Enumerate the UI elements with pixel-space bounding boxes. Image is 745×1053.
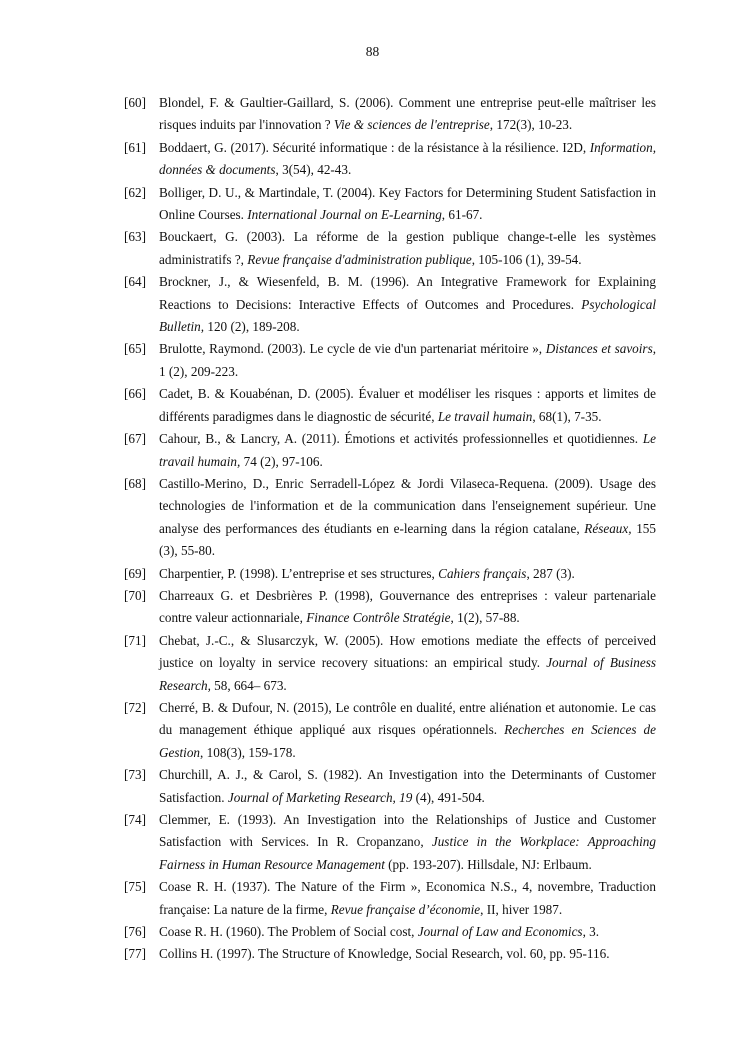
reference-text-segment: Cadet, B. & Kouabénan, D. (2005). Évaluer et modéliser les risques : apports et limites de différents paradigmes dans le diagnostic de sécurité,: [159, 386, 656, 424]
reference-text-segment: , 1 (2), 209-223.: [159, 341, 656, 379]
reference-text-segment: Bolliger, D. U., & Martindale, T. (2004). Key Factors for Determining Student Satisfaction in Online Courses.: [159, 184, 656, 223]
reference-text-segment: 74 (2), 97-106.: [240, 453, 323, 469]
reference-text-segment: Cherré, B. & Dufour, N. (2015), Le contrôle en dualité, entre aliénation et autonomie. Le cas du management éthique appliqué aux risques opérationnels.: [159, 699, 656, 738]
reference-text-segment: , 287 (3).: [526, 565, 575, 581]
reference-text-segment: Collins H. (1997). The Structure of Knowledge, Social Research, vol. 60, pp. 95-116.: [159, 946, 610, 962]
reference-number: [72]: [124, 699, 146, 715]
reference-source-title: Justice in the Workplace: Approaching Fairness in Human Resource Management: [159, 834, 656, 872]
reference-item: [124, 876, 656, 921]
reference-text-segment: Boddaert, G. (2017). Sécurité informatique : de la résistance à la résilience. I2D,: [159, 139, 590, 155]
reference-text: [159, 943, 656, 965]
reference-item: [124, 630, 656, 697]
reference-text: [159, 585, 656, 630]
reference-source-title: Psychological Bulletin,: [159, 296, 656, 335]
reference-text-segment: Charreaux G. et Desbrières P. (1998), Gouvernance des entreprises : valeur partenariale contre valeur actionnariale,: [159, 587, 656, 626]
reference-text-segment: , 172(3), 10-23.: [489, 117, 573, 133]
reference-text-segment: , 105-106 (1), 39-54.: [471, 251, 582, 267]
reference-source-title: Distances et savoirs: [545, 341, 653, 357]
reference-text: [159, 563, 656, 585]
reference-source-title: Réseaux,: [584, 520, 632, 536]
reference-number: [64]: [124, 274, 146, 290]
reference-item: [124, 473, 656, 563]
reference-item: [124, 943, 656, 965]
reference-number: [74]: [124, 812, 146, 827]
reference-number: [69]: [124, 565, 146, 581]
reference-text-segment: Brockner, J., & Wiesenfeld, B. M. (1996). An Integrative Framework for Explaining Reactions to Decisions: Interactive Effects of Outcomes and Procedures.: [159, 274, 656, 312]
reference-text-segment: Blondel, F. & Gaultier-Gaillard, S. (2006). Comment une entreprise peut-elle maîtriser les risques induits par l'innovation ?: [159, 95, 656, 133]
reference-source-title: International Journal on E-Learning: [247, 207, 442, 223]
reference-number: [62]: [124, 184, 146, 200]
reference-text: [159, 137, 656, 182]
reference-number: [71]: [124, 632, 146, 648]
reference-item: [124, 383, 656, 428]
reference-text-segment: Charpentier, P. (1998). L’entreprise et ses structures,: [159, 565, 439, 581]
reference-text: [159, 182, 656, 227]
reference-number: [63]: [124, 229, 146, 245]
reference-text-segment: (pp. 193-207). Hillsdale, NJ: Erlbaum.: [384, 856, 592, 872]
reference-item: [124, 563, 656, 585]
reference-item: [124, 809, 656, 876]
reference-text: [159, 92, 656, 137]
reference-source-title: Vie & sciences de l'entreprise: [333, 117, 490, 133]
reference-text: [159, 630, 656, 697]
reference-text: [159, 876, 656, 921]
reference-source-title: Recherches en Sciences de Gestion: [159, 722, 656, 760]
reference-item: [124, 226, 656, 271]
reference-text-segment: , 3(54), 42-43.: [275, 162, 352, 178]
reference-text: [159, 428, 656, 473]
reference-text-segment: (4), 491-504.: [412, 789, 485, 805]
reference-source-title: Le travail humain,: [159, 431, 656, 469]
reference-text: [159, 271, 656, 338]
reference-source-title: Revue française d’économie: [330, 901, 481, 917]
reference-number: [76]: [124, 924, 146, 940]
reference-text-segment: , 68(1), 7-35.: [532, 408, 602, 424]
reference-text: [159, 809, 656, 876]
reference-number: [60]: [124, 95, 146, 110]
reference-text-segment: Castillo-Merino, D., Enric Serradell-López & Jordi Vilaseca-Requena. (2009). Usage des technologies de l'information et de la communication dans l'enseignement supérieur. Une analyse des performances des étudiants en e-learning dans la région catalane,: [159, 475, 656, 536]
reference-source-title: Le travail humain: [437, 408, 533, 424]
reference-text-segment: , II, hiver 1987.: [480, 901, 563, 917]
page-number: 88: [365, 44, 380, 59]
reference-text-segment: , 61-67.: [441, 207, 483, 223]
reference-text: [159, 697, 656, 764]
reference-list: [124, 92, 656, 966]
reference-source-title: Finance Contrôle Stratégie: [306, 610, 451, 626]
reference-item: [124, 137, 656, 182]
reference-source-title: Revue française d'administration publique: [247, 251, 472, 267]
reference-text-segment: 58, 664– 673.: [210, 677, 287, 693]
reference-text: [159, 764, 656, 809]
reference-item: [124, 182, 656, 227]
reference-item: [124, 271, 656, 338]
reference-text-segment: Chebat, J.-C., & Slusarczyk, W. (2005). How emotions mediate the effects of perceived justice on loyalty in service recovery situations: an empirical study.: [159, 632, 656, 671]
reference-text: [159, 338, 656, 383]
reference-item: [124, 764, 656, 809]
reference-text: [159, 921, 656, 943]
reference-text-segment: Coase R. H. (1937). The Nature of the Firm », Economica N.S., 4, novembre, Traduction française: La nature de la firme,: [159, 879, 656, 917]
reference-text-segment: Coase R. H. (1960). The Problem of Social cost,: [159, 924, 418, 940]
reference-item: [124, 921, 656, 943]
reference-number: [73]: [124, 767, 146, 783]
reference-text-segment: , 1(2), 57-88.: [450, 610, 520, 626]
reference-source-title: Journal of Law and Economics: [417, 924, 583, 940]
reference-text: [159, 226, 656, 271]
reference-number: [68]: [124, 475, 146, 491]
reference-text: [159, 383, 656, 428]
reference-number: [70]: [124, 587, 146, 603]
reference-text: [159, 473, 656, 563]
reference-item: [124, 585, 656, 630]
reference-number: [66]: [124, 386, 146, 402]
reference-source-title: Journal of Marketing Research, 19: [227, 789, 413, 805]
reference-item: [124, 428, 656, 473]
reference-text-segment: Brulotte, Raymond. (2003). Le cycle de vie d'un partenariat méritoire »,: [159, 341, 546, 357]
reference-text-segment: Bouckaert, G. (2003). La réforme de la gestion publique change-t-elle les systèmes administratifs ?,: [159, 229, 656, 267]
reference-number: [67]: [124, 431, 146, 447]
reference-number: [75]: [124, 879, 146, 895]
reference-number: [77]: [124, 946, 146, 962]
reference-source-title: Information, données & documents: [159, 139, 656, 178]
reference-text-segment: Clemmer, E. (1993). An Investigation into the Relationships of Justice and Customer Satisfaction with Services. In R. Cropanzano,: [159, 812, 656, 850]
reference-item: [124, 697, 656, 764]
reference-text-segment: Cahour, B., & Lancry, A. (2011). Émotions et activités professionnelles et quotidiennes.: [159, 431, 643, 447]
reference-source-title: Journal of Business Research,: [159, 655, 656, 693]
reference-text-segment: 120 (2), 189-208.: [204, 319, 300, 335]
reference-item: [124, 92, 656, 137]
reference-text-segment: , 3.: [582, 924, 600, 940]
reference-item: [124, 338, 656, 383]
reference-text-segment: Churchill, A. J., & Carol, S. (1982). An Investigation into the Determinants of Customer Satisfaction.: [159, 767, 656, 805]
reference-source-title: Cahiers français: [438, 565, 527, 581]
reference-text-segment: 155 (3), 55-80.: [159, 520, 656, 559]
reference-number: [65]: [124, 341, 146, 357]
reference-number: [61]: [124, 139, 146, 155]
reference-text-segment: , 108(3), 159-178.: [200, 744, 296, 760]
